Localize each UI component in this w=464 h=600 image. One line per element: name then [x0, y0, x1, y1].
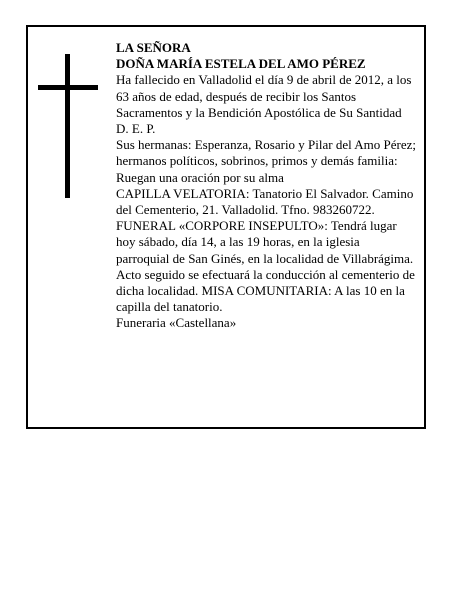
death-announcement: Ha fallecido en Valladolid el día 9 de abril de 2012, a los 63 años de edad, después de recibir los Santos Sacramentos y la Bendición Apostólica de Su Santidad D. E. P.	[116, 72, 412, 137]
funeral-info: FUNERAL «CORPORE INSEPULTO»: Tendrá lugar hoy sábado, día 14, a las 19 horas, en la iglesia parroquial de San Ginés, en la localidad de Villabrágima. Acto seguido se efectuará la conducción al cementerio de dicha localidad. MISA COMUNITARIA: A las 10 en la capilla del tanatorio.	[116, 218, 415, 315]
heading-title: LA SEÑORA	[116, 40, 191, 55]
cross-icon	[38, 54, 98, 198]
cross-vertical-bar	[65, 54, 70, 198]
cross-horizontal-bar	[38, 85, 98, 90]
chapel-info: CAPILLA VELATORIA: Tanatorio El Salvador. Camino del Cementerio, 21. Valladolid. Tfno. 983260722.	[116, 185, 414, 218]
prayer-request: Ruegan una oración por su alma	[116, 169, 284, 185]
family-members: Sus hermanas: Esperanza, Rosario y Pilar del Amo Pérez; hermanos políticos, sobrinos, primos y demás familia:	[116, 137, 417, 169]
obituary-notice	[26, 25, 426, 429]
funeral-home: Funeraria «Castellana»	[116, 315, 237, 331]
obituary-text	[116, 40, 416, 332]
deceased-name: DOÑA MARÍA ESTELA DEL AMO PÉREZ	[116, 56, 366, 72]
